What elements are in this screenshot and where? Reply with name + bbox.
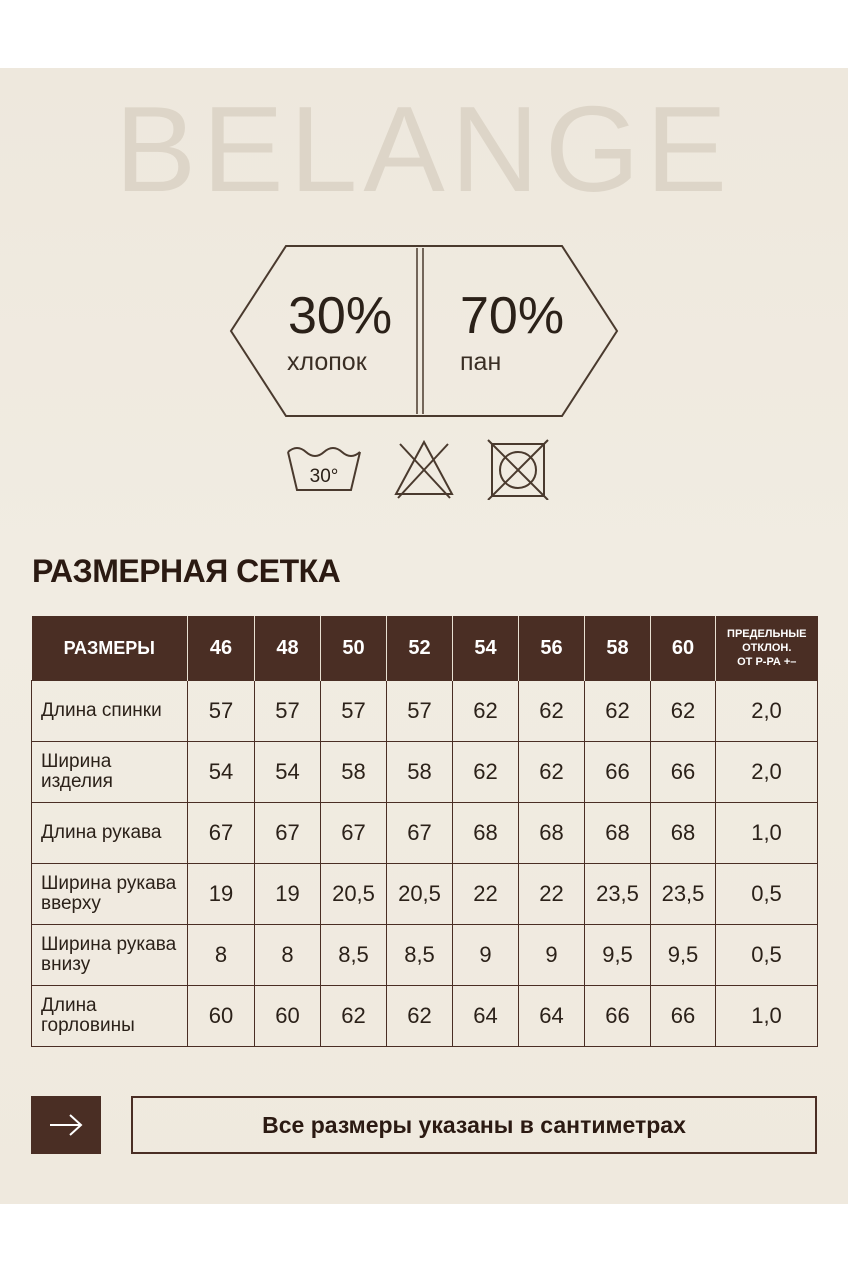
row-label-line: изделия bbox=[41, 771, 113, 792]
size-header: 58 bbox=[585, 616, 651, 681]
table-cell: 9 bbox=[453, 925, 519, 986]
brand-watermark: BELANGE bbox=[114, 81, 734, 217]
tolerance-header-line: ОТКЛОН. bbox=[742, 642, 792, 654]
size-chart-title: РАЗМЕРНАЯ СЕТКА bbox=[32, 553, 341, 589]
row-label bbox=[32, 681, 188, 742]
table-row bbox=[32, 681, 818, 742]
table-cell: 57 bbox=[188, 681, 255, 742]
table-cell: 22 bbox=[519, 864, 585, 925]
table-cell: 60 bbox=[255, 986, 321, 1047]
table-cell: 62 bbox=[519, 742, 585, 803]
table-cell: 67 bbox=[188, 803, 255, 864]
size-header: 46 bbox=[188, 616, 255, 681]
table-cell: 58 bbox=[321, 742, 387, 803]
units-note-text: Все размеры указаны в сантиметрах bbox=[262, 1111, 686, 1138]
row-label bbox=[32, 986, 188, 1047]
table-cell: 9,5 bbox=[651, 925, 716, 986]
table-cell: 62 bbox=[453, 681, 519, 742]
table-cell: 8 bbox=[255, 925, 321, 986]
sizes-header: РАЗМЕРЫ bbox=[32, 616, 188, 681]
wash-temp-text: 30° bbox=[309, 466, 339, 487]
composition-badge bbox=[228, 244, 620, 418]
pan-percent: 70% bbox=[460, 287, 565, 345]
table-cell: 54 bbox=[255, 742, 321, 803]
table-cell: 62 bbox=[387, 986, 453, 1047]
table-row bbox=[32, 742, 818, 803]
table-cell: 20,5 bbox=[321, 864, 387, 925]
row-label-line: вверху bbox=[41, 893, 101, 914]
table-cell: 57 bbox=[321, 681, 387, 742]
table-row bbox=[32, 986, 818, 1047]
table-row bbox=[32, 864, 818, 925]
row-label-line: Ширина рукава bbox=[41, 873, 177, 894]
size-header: 60 bbox=[651, 616, 716, 681]
table-cell: 66 bbox=[585, 742, 651, 803]
arrow-button[interactable] bbox=[31, 1096, 101, 1154]
size-header: 48 bbox=[255, 616, 321, 681]
row-label bbox=[32, 803, 188, 864]
header-row bbox=[32, 616, 818, 681]
table-cell: 67 bbox=[387, 803, 453, 864]
table-cell: 8 bbox=[188, 925, 255, 986]
wash-30-icon bbox=[285, 438, 363, 501]
row-label-line: Длина спинки bbox=[41, 700, 162, 721]
table-cell: 19 bbox=[188, 864, 255, 925]
tolerance-cell: 1,0 bbox=[716, 803, 818, 864]
size-header: 52 bbox=[387, 616, 453, 681]
cotton-percent: 30% bbox=[288, 287, 393, 345]
table-cell: 9 bbox=[519, 925, 585, 986]
table-cell: 66 bbox=[651, 986, 716, 1047]
table-row bbox=[32, 925, 818, 986]
table-cell: 68 bbox=[651, 803, 716, 864]
row-label-line: Длина bbox=[41, 995, 97, 1016]
size-header: 50 bbox=[321, 616, 387, 681]
table-cell: 62 bbox=[453, 742, 519, 803]
cotton-label: хлопок bbox=[287, 348, 367, 376]
pan-label: пан bbox=[460, 348, 502, 376]
table-cell: 62 bbox=[585, 681, 651, 742]
units-note bbox=[131, 1096, 817, 1154]
table-cell: 60 bbox=[188, 986, 255, 1047]
table-cell: 8,5 bbox=[321, 925, 387, 986]
table-cell: 58 bbox=[387, 742, 453, 803]
table-cell: 66 bbox=[585, 986, 651, 1047]
table-cell: 57 bbox=[387, 681, 453, 742]
tolerance-cell: 0,5 bbox=[716, 925, 818, 986]
table-cell: 62 bbox=[651, 681, 716, 742]
table-row bbox=[32, 803, 818, 864]
tolerance-cell: 1,0 bbox=[716, 986, 818, 1047]
tolerance-header bbox=[716, 616, 818, 681]
table-cell: 64 bbox=[453, 986, 519, 1047]
row-label-line: Длина рукава bbox=[41, 822, 162, 843]
tolerance-cell: 2,0 bbox=[716, 742, 818, 803]
table-cell: 57 bbox=[255, 681, 321, 742]
table-cell: 67 bbox=[255, 803, 321, 864]
row-label bbox=[32, 742, 188, 803]
table-cell: 22 bbox=[453, 864, 519, 925]
tolerance-cell: 2,0 bbox=[716, 681, 818, 742]
table-cell: 68 bbox=[585, 803, 651, 864]
no-tumble-dry-icon bbox=[486, 438, 550, 505]
table-cell: 68 bbox=[519, 803, 585, 864]
tolerance-header-line: ОТ Р-РА +– bbox=[737, 656, 797, 668]
size-chart-table bbox=[31, 616, 818, 1047]
no-bleach-icon bbox=[392, 438, 456, 505]
tolerance-cell: 0,5 bbox=[716, 864, 818, 925]
arrow-right-icon bbox=[48, 1113, 84, 1137]
row-label-line: внизу bbox=[41, 954, 91, 975]
table-cell: 9,5 bbox=[585, 925, 651, 986]
row-label-line: горловины bbox=[41, 1015, 135, 1036]
table-cell: 68 bbox=[453, 803, 519, 864]
table-cell: 66 bbox=[651, 742, 716, 803]
table-cell: 67 bbox=[321, 803, 387, 864]
table-cell: 20,5 bbox=[387, 864, 453, 925]
table-cell: 62 bbox=[519, 681, 585, 742]
table-cell: 8,5 bbox=[387, 925, 453, 986]
table-cell: 62 bbox=[321, 986, 387, 1047]
row-label-line: Ширина bbox=[41, 751, 112, 772]
table-cell: 54 bbox=[188, 742, 255, 803]
table-cell: 23,5 bbox=[585, 864, 651, 925]
size-header: 54 bbox=[453, 616, 519, 681]
table-cell: 19 bbox=[255, 864, 321, 925]
table-cell: 64 bbox=[519, 986, 585, 1047]
tolerance-header-line: ПРЕДЕЛЬНЫЕ bbox=[727, 628, 807, 640]
row-label bbox=[32, 925, 188, 986]
row-label-line: Ширина рукава bbox=[41, 934, 177, 955]
size-header: 56 bbox=[519, 616, 585, 681]
table-cell: 23,5 bbox=[651, 864, 716, 925]
row-label bbox=[32, 864, 188, 925]
